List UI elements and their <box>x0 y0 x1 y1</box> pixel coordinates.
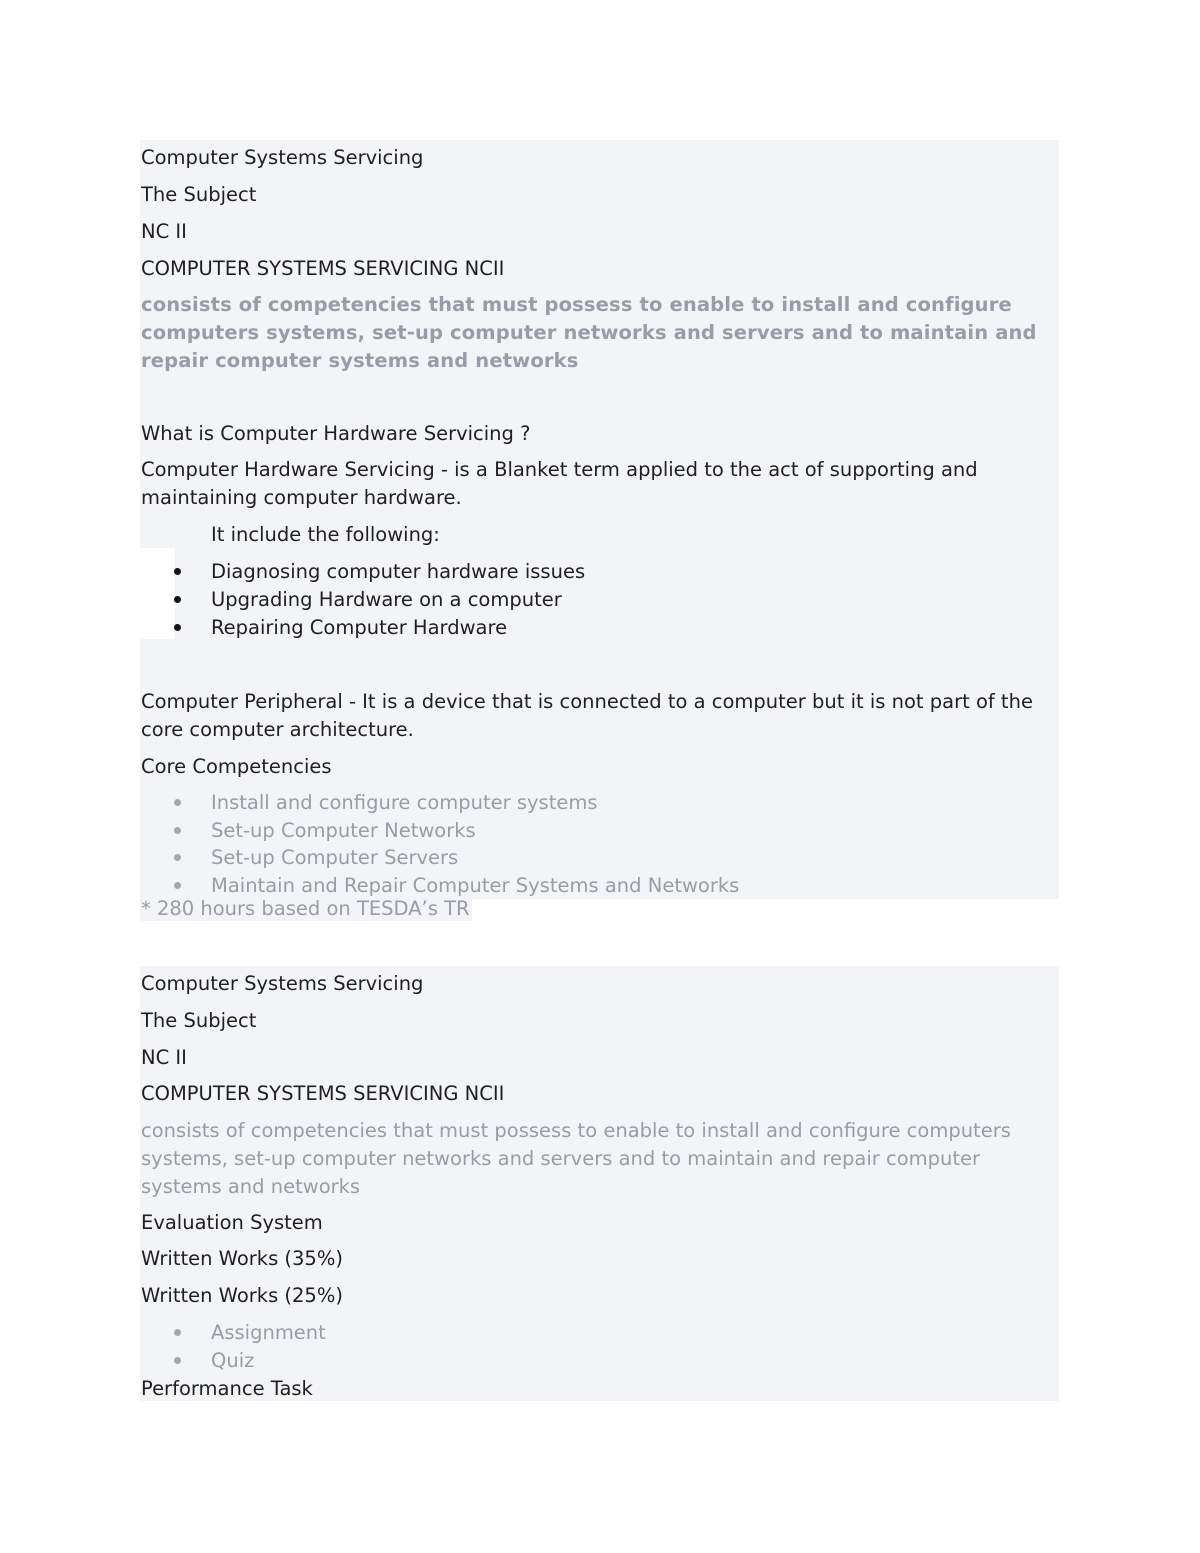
section1-level: NC II <box>141 220 187 243</box>
section1-subject: The Subject <box>141 183 257 206</box>
list-item: Install and configure computer systems <box>211 791 598 814</box>
bullet-icon <box>174 882 181 889</box>
list-item: Diagnosing computer hardware issues <box>211 560 586 583</box>
hardware-definition: Computer Hardware Servicing - is a Blanket term applied to the act of supporting and maintaining computer hardware. <box>141 458 978 509</box>
bullet-icon <box>174 799 181 806</box>
section1-title: Computer Systems Servicing <box>141 146 424 169</box>
peripheral-definition: Computer Peripheral - It is a device that is connected to a computer but it is not part of the core computer architecture. <box>141 690 1033 741</box>
bullet-icon <box>174 827 181 834</box>
bullet-icon <box>174 1329 181 1336</box>
list-item: Upgrading Hardware on a computer <box>211 588 562 611</box>
section1-description: consists of competencies that must possess to enable to install and configure computers systems, set-up computer networks and servers and to maintain and repair computer systems and networks <box>141 293 1037 372</box>
footnote: * 280 hours based on TESDA’s TR <box>141 897 470 920</box>
list-item: Repairing Computer Hardware <box>211 616 508 639</box>
hardware-question: What is Computer Hardware Servicing ? <box>141 422 531 445</box>
evaluation-label: Evaluation System <box>141 1211 323 1234</box>
list-item: Quiz <box>211 1349 255 1372</box>
list-indent-gap <box>140 548 175 639</box>
list-item: Maintain and Repair Computer Systems and Networks <box>211 874 740 897</box>
core-competencies-label: Core Competencies <box>141 755 332 778</box>
section2-subject: The Subject <box>141 1009 257 1032</box>
list-item: Assignment <box>211 1321 326 1344</box>
list-item: Set-up Computer Networks <box>211 819 476 842</box>
section2-level: NC II <box>141 1046 187 1069</box>
section2-title: Computer Systems Servicing <box>141 972 424 995</box>
bullet-icon <box>174 596 181 603</box>
written-works-1: Written Works (35%) <box>141 1247 343 1270</box>
list-item: Set-up Computer Servers <box>211 846 459 869</box>
content-block-1 <box>140 140 1059 899</box>
include-label: It include the following: <box>211 523 440 546</box>
performance-task: Performance Task <box>141 1377 313 1400</box>
written-works-2: Written Works (25%) <box>141 1284 343 1307</box>
bullet-icon <box>174 1357 181 1364</box>
bullet-icon <box>174 854 181 861</box>
bullet-icon <box>174 624 181 631</box>
bullet-icon <box>174 568 181 575</box>
section1-heading: COMPUTER SYSTEMS SERVICING NCII <box>141 257 505 280</box>
section2-description: consists of competencies that must possess to enable to install and configure computers systems, set-up computer networks and servers and to maintain and repair computer systems and networks <box>141 1119 1011 1198</box>
section2-heading: COMPUTER SYSTEMS SERVICING NCII <box>141 1082 505 1105</box>
